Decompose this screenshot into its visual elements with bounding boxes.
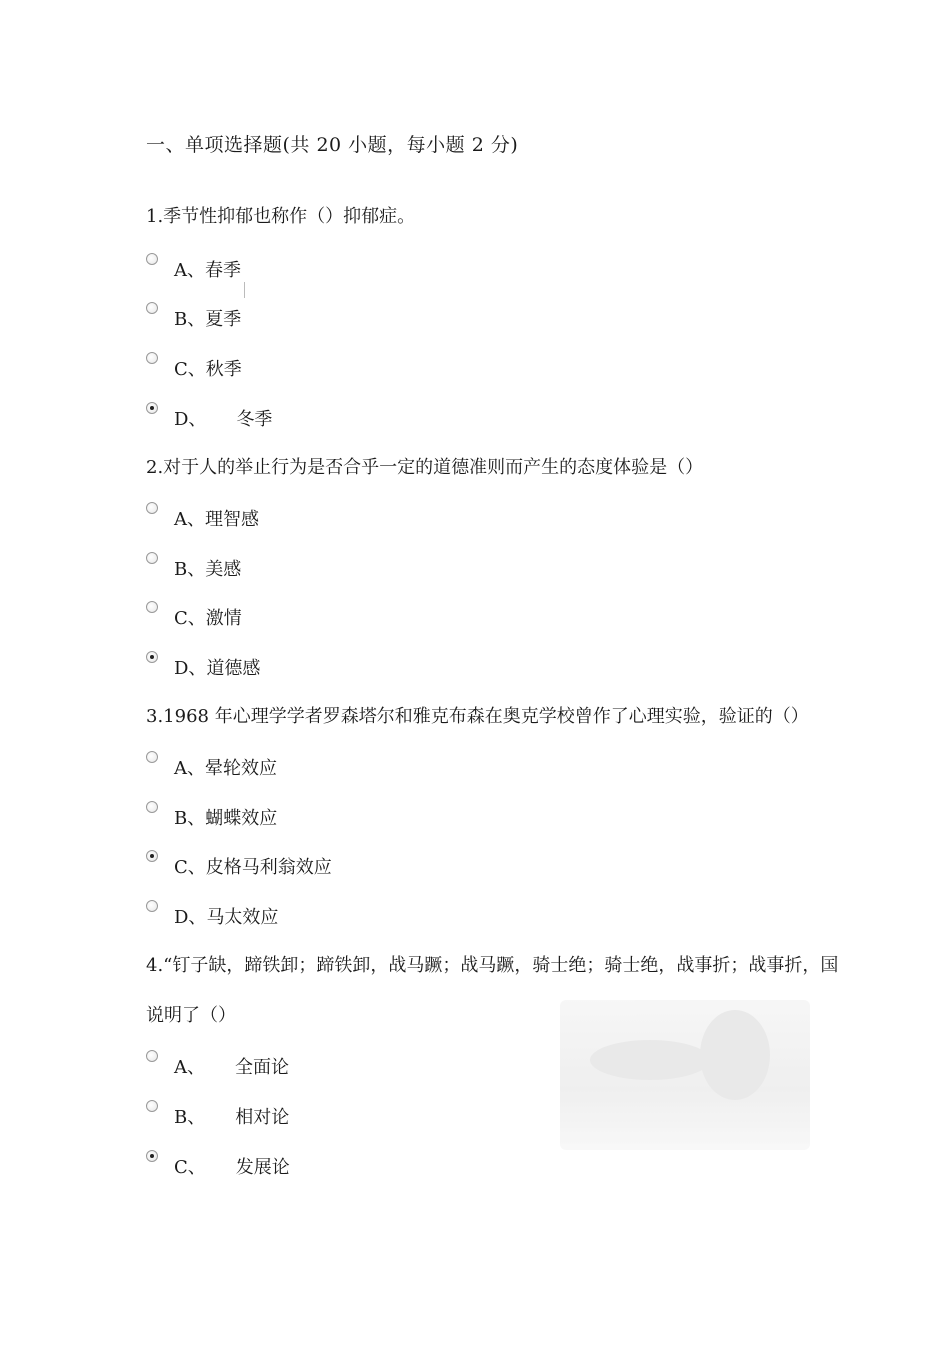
radio-button-selected[interactable]	[146, 402, 158, 414]
question-3-option-a[interactable]: A、 晕轮效应	[146, 754, 277, 778]
radio-button[interactable]	[146, 502, 158, 514]
watermark-shape	[590, 1040, 710, 1080]
radio-button-selected[interactable]	[146, 1150, 158, 1162]
radio-button[interactable]	[146, 601, 158, 613]
radio-button[interactable]	[146, 751, 158, 763]
question-1-option-b[interactable]: B、 夏季	[146, 305, 241, 329]
question-4-option-b[interactable]: B、 相对论	[146, 1103, 289, 1127]
radio-button[interactable]	[146, 352, 158, 364]
question-4-text: 4.“钉子缺，蹄铁卸；蹄铁卸，战马蹶；战马蹶，骑士绝；骑士绝，战事折；战事折，国	[146, 955, 839, 976]
radio-button[interactable]	[146, 552, 158, 564]
radio-button[interactable]	[146, 1050, 158, 1062]
question-2-option-c[interactable]: C、 激情	[146, 604, 242, 628]
radio-button-selected[interactable]	[146, 651, 158, 663]
question-4-option-a[interactable]: A、 全面论	[146, 1053, 289, 1077]
question-1-text: 1.季节性抑郁也称作（）抑郁症。	[146, 206, 416, 227]
question-3-option-c[interactable]: C、 皮格马利翁效应	[146, 853, 332, 877]
question-3-option-b[interactable]: B、 蝴蝶效应	[146, 804, 277, 828]
radio-button-selected[interactable]	[146, 850, 158, 862]
question-4-text-continued: 说明了（）	[146, 1005, 236, 1026]
question-1-option-c[interactable]: C、 秋季	[146, 355, 242, 379]
radio-button[interactable]	[146, 302, 158, 314]
radio-button[interactable]	[146, 900, 158, 912]
watermark-shape	[700, 1010, 770, 1100]
question-3-text: 3.1968 年心理学学者罗森塔尔和雅克布森在奥克学校曾作了心理实验，验证的（）	[146, 706, 809, 727]
watermark-image	[560, 1000, 810, 1150]
question-2-option-d[interactable]: D、 道德感	[146, 654, 260, 678]
question-1-option-a[interactable]: A、 春季	[146, 256, 241, 280]
radio-button[interactable]	[146, 801, 158, 813]
radio-button[interactable]	[146, 253, 158, 265]
radio-button[interactable]	[146, 1100, 158, 1112]
question-1-option-d[interactable]: D、 冬季	[146, 405, 272, 429]
question-4-option-c[interactable]: C、 发展论	[146, 1153, 290, 1177]
question-2-text: 2.对于人的举止行为是否合乎一定的道德准则而产生的态度体验是（）	[146, 457, 704, 478]
section-title: 一、单项选择题(共 20 小题，每小题 2 分)	[146, 134, 519, 156]
question-3-option-d[interactable]: D、 马太效应	[146, 903, 278, 927]
question-2-option-b[interactable]: B、 美感	[146, 555, 241, 579]
text-cursor	[244, 282, 245, 298]
question-2-option-a[interactable]: A、 理智感	[146, 505, 259, 529]
